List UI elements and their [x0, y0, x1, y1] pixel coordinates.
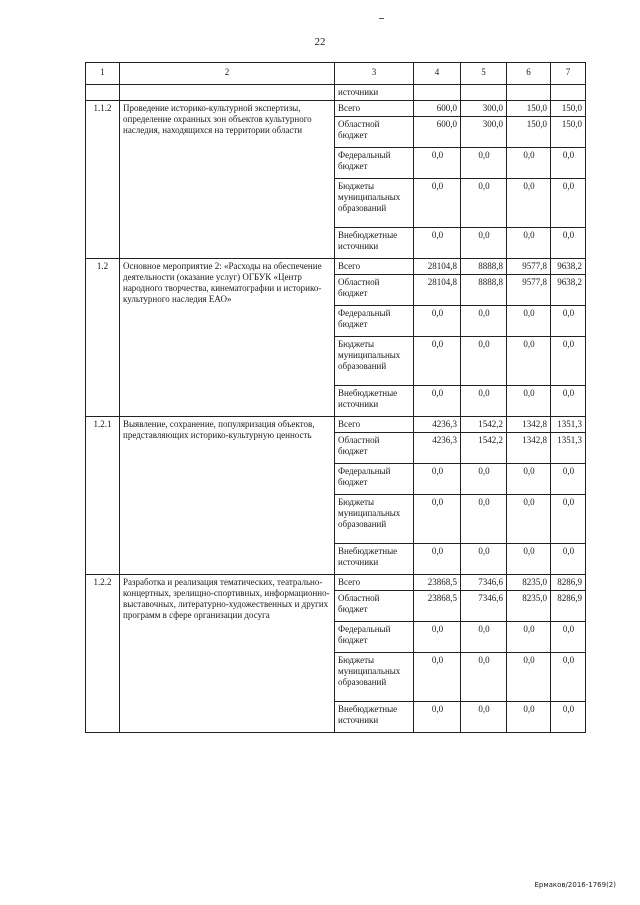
value-cell: 0,0	[507, 464, 551, 495]
page-number: 22	[314, 36, 326, 48]
table-row	[86, 417, 586, 433]
funding-source: Внебюджетные источники	[335, 386, 414, 417]
value-cell: 0,0	[414, 337, 461, 386]
value-cell: 0,0	[461, 337, 507, 386]
value-cell: 0,0	[461, 386, 507, 417]
value-cell: 1342,8	[507, 417, 551, 433]
value-cell: 1351,3	[551, 433, 586, 464]
value-cell: 8286,9	[551, 591, 586, 622]
funding-source: Областной бюджет	[335, 433, 414, 464]
funding-source: Бюджеты муниципальных образований	[335, 179, 414, 228]
value-cell: 1542,2	[461, 433, 507, 464]
header-cell: 6	[507, 63, 551, 85]
value-cell: 0,0	[461, 622, 507, 653]
value-cell: 0,0	[551, 306, 586, 337]
activity-name: Проведение историко-культурной экспертизы, определение охранных зон объектов культурного наследия, находящихся на территории области	[120, 101, 335, 259]
value-cell: 9577,8	[507, 259, 551, 275]
table-header-row	[86, 63, 586, 85]
continuation-row	[86, 85, 586, 101]
row-code: 1.2.2	[86, 575, 120, 733]
value-cell: 0,0	[414, 702, 461, 733]
value-cell: 23868,5	[414, 591, 461, 622]
row-code: 1.2	[86, 259, 120, 417]
value-cell: 300,0	[461, 101, 507, 117]
funding-source: Бюджеты муниципальных образований	[335, 337, 414, 386]
value-cell: 8235,0	[507, 575, 551, 591]
value-cell: 0,0	[414, 306, 461, 337]
value-cell: 0,0	[551, 228, 586, 259]
value-cell: 0,0	[551, 179, 586, 228]
value-cell: 0,0	[507, 544, 551, 575]
value-cell: 300,0	[461, 117, 507, 148]
funding-source: Всего	[335, 575, 414, 591]
activity-name: Разработка и реализация тематических, театрально-концертных, зрелищно-спортивных, информационно-выставочных, литературно-художественных и других программ в сфере организации досуга	[120, 575, 335, 733]
funding-source: Всего	[335, 101, 414, 117]
funding-source: Внебюджетные источники	[335, 702, 414, 733]
value-cell: 0,0	[507, 148, 551, 179]
table-row	[86, 259, 586, 275]
table-row	[86, 101, 586, 117]
value-cell: 150,0	[507, 101, 551, 117]
value-cell: 28104,8	[414, 259, 461, 275]
value-cell: 0,0	[551, 702, 586, 733]
value-cell: 0,0	[507, 622, 551, 653]
value-cell	[414, 85, 461, 101]
value-cell: 0,0	[414, 228, 461, 259]
source-cell: источники	[335, 85, 414, 101]
value-cell: 0,0	[461, 702, 507, 733]
value-cell: 7346,6	[461, 575, 507, 591]
header-cell: 7	[551, 63, 586, 85]
activity-name: Основное мероприятие 2: «Расходы на обеспечение деятельности (оказание услуг) ОГБУК «Центр народного творчества, кинематографии и историко-культурного наследия ЕАО»	[120, 259, 335, 417]
value-cell: 8286,9	[551, 575, 586, 591]
footer-doc-id: Ермаков/2016-1769(2)	[534, 881, 616, 889]
funding-source: Федеральный бюджет	[335, 148, 414, 179]
value-cell: 9577,8	[507, 275, 551, 306]
code-cell	[86, 85, 120, 101]
funding-source: Всего	[335, 259, 414, 275]
value-cell: 0,0	[414, 464, 461, 495]
value-cell: 0,0	[507, 702, 551, 733]
value-cell: 23868,5	[414, 575, 461, 591]
value-cell: 0,0	[551, 148, 586, 179]
funding-source: Областной бюджет	[335, 275, 414, 306]
value-cell: 28104,8	[414, 275, 461, 306]
table-row	[86, 575, 586, 591]
value-cell: 0,0	[551, 653, 586, 702]
header-cell: 5	[461, 63, 507, 85]
value-cell	[461, 85, 507, 101]
funding-source: Областной бюджет	[335, 591, 414, 622]
value-cell: 0,0	[414, 653, 461, 702]
value-cell: 600,0	[414, 117, 461, 148]
value-cell: 1342,8	[507, 433, 551, 464]
funding-source: Федеральный бюджет	[335, 464, 414, 495]
funding-source: Областной бюджет	[335, 117, 414, 148]
value-cell: 4236,3	[414, 417, 461, 433]
header-cell: 4	[414, 63, 461, 85]
value-cell: 0,0	[414, 622, 461, 653]
value-cell: 0,0	[551, 464, 586, 495]
activity-name: Выявление, сохранение, популяризация объектов, представляющих историко-культурную ценность	[120, 417, 335, 575]
value-cell: 0,0	[414, 544, 461, 575]
top-dash-mark	[379, 18, 384, 19]
value-cell: 600,0	[414, 101, 461, 117]
value-cell: 0,0	[461, 148, 507, 179]
value-cell: 0,0	[461, 464, 507, 495]
funding-source: Внебюджетные источники	[335, 544, 414, 575]
value-cell: 0,0	[461, 306, 507, 337]
value-cell: 8888,8	[461, 275, 507, 306]
funding-source: Бюджеты муниципальных образований	[335, 653, 414, 702]
value-cell: 0,0	[507, 337, 551, 386]
value-cell: 0,0	[507, 306, 551, 337]
name-cell	[120, 85, 335, 101]
value-cell: 7346,6	[461, 591, 507, 622]
value-cell: 0,0	[414, 386, 461, 417]
value-cell: 0,0	[461, 228, 507, 259]
value-cell: 0,0	[414, 179, 461, 228]
row-code: 1.2.1	[86, 417, 120, 575]
funding-source: Всего	[335, 417, 414, 433]
value-cell: 150,0	[551, 117, 586, 148]
value-cell: 9638,2	[551, 275, 586, 306]
funding-source: Федеральный бюджет	[335, 306, 414, 337]
value-cell: 0,0	[507, 495, 551, 544]
value-cell: 0,0	[461, 544, 507, 575]
value-cell: 150,0	[551, 101, 586, 117]
value-cell: 0,0	[414, 148, 461, 179]
value-cell: 0,0	[551, 386, 586, 417]
value-cell: 150,0	[507, 117, 551, 148]
value-cell: 0,0	[461, 653, 507, 702]
value-cell: 0,0	[551, 544, 586, 575]
value-cell: 0,0	[461, 495, 507, 544]
value-cell	[507, 85, 551, 101]
value-cell: 0,0	[551, 622, 586, 653]
value-cell: 0,0	[507, 179, 551, 228]
value-cell: 1542,2	[461, 417, 507, 433]
header-cell: 3	[335, 63, 414, 85]
value-cell: 1351,3	[551, 417, 586, 433]
value-cell: 0,0	[551, 337, 586, 386]
funding-source: Внебюджетные источники	[335, 228, 414, 259]
value-cell: 0,0	[507, 386, 551, 417]
value-cell: 0,0	[551, 495, 586, 544]
value-cell: 8888,8	[461, 259, 507, 275]
row-code: 1.1.2	[86, 101, 120, 259]
value-cell: 8235,0	[507, 591, 551, 622]
value-cell: 0,0	[507, 228, 551, 259]
funding-source: Бюджеты муниципальных образований	[335, 495, 414, 544]
funding-source: Федеральный бюджет	[335, 622, 414, 653]
value-cell: 4236,3	[414, 433, 461, 464]
value-cell	[551, 85, 586, 101]
value-cell: 0,0	[414, 495, 461, 544]
budget-table	[85, 62, 586, 733]
value-cell: 0,0	[507, 653, 551, 702]
value-cell: 0,0	[461, 179, 507, 228]
header-cell: 2	[120, 63, 335, 85]
value-cell: 9638,2	[551, 259, 586, 275]
header-cell: 1	[86, 63, 120, 85]
